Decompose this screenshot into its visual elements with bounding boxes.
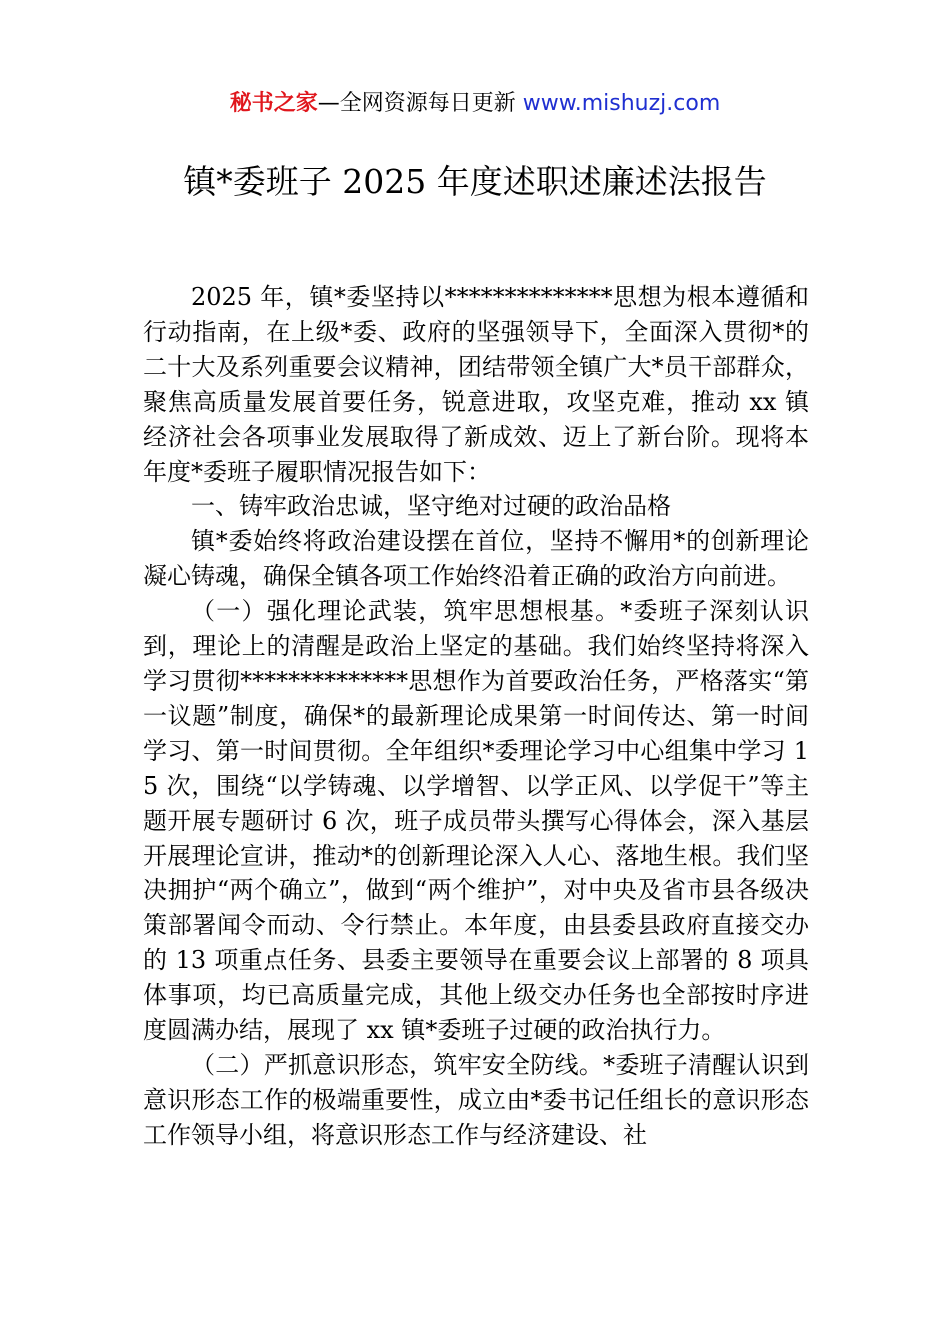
body-paragraph: 镇*委始终将政治建设摆在首位，坚持不懈用*的创新理论凝心铸魂，确保全镇各项工作始终沿着正确的政治方向前进。	[143, 527, 809, 591]
section-heading: 一、铸牢政治忠诚，坚守绝对过硬的政治品格	[191, 492, 671, 521]
intro-paragraph: 2025 年，镇*委坚持以**************思想为根本遵循和行动指南，在上级*委、政府的坚强领导下，全面深入贯彻*的二十大及系列重要会议精神，团结带领全镇广大*员干部群众，聚焦高质量发展首要任务，锐意进取，攻坚克难，推动 xx 镇经济社会各项事业发展取得了新成效、迈上了新台阶。现将本年度*委班子履职情况报告如下：	[143, 283, 809, 486]
document-body	[143, 280, 809, 1153]
site-url-link[interactable]: www.mishuzj.com	[522, 91, 721, 116]
site-header	[0, 88, 950, 120]
body-paragraph: （一）强化理论武装，筑牢思想根基。*委班子深刻认识到，理论上的清醒是政治上坚定的基础。我们始终坚持将深入学习贯彻**************思想作为首要政治任务，严格落实“第一议题”制度，确保*的最新理论成果第一时间传达、第一时间学习、第一时间贯彻。全年组织*委理论学习中心组集中学习 15 次，围绕“以学铸魂、以学增智、以学正风、以学促干”等主题开展专题研讨 6 次，班子成员带头撰写心得体会，深入基层开展理论宣讲，推动*的创新理论深入人心、落地生根。我们坚决拥护“两个确立”，做到“两个维护”，对中央及省市县各级决策部署闻令而动、令行禁止。本年度，由县委县政府直接交办的 13 项重点任务、县委主要领导在重要会议上部署的 8 项具体事项，均已高质量完成，其他上级交办任务也全部按时序进度圆满办结，展现了 xx 镇*委班子过硬的政治执行力。	[143, 597, 809, 1045]
document-title: 镇*委班子 2025 年度述职述廉述法报告	[183, 162, 767, 201]
site-tagline: —全网资源每日更新	[317, 91, 523, 116]
site-brand: 秘书之家	[229, 91, 318, 116]
body-paragraph: （二）严抓意识形态，筑牢安全防线。*委班子清醒认识到意识形态工作的极端重要性，成立由*委书记任组长的意识形态工作领导小组，将意识形态工作与经济建设、社	[143, 1050, 809, 1149]
